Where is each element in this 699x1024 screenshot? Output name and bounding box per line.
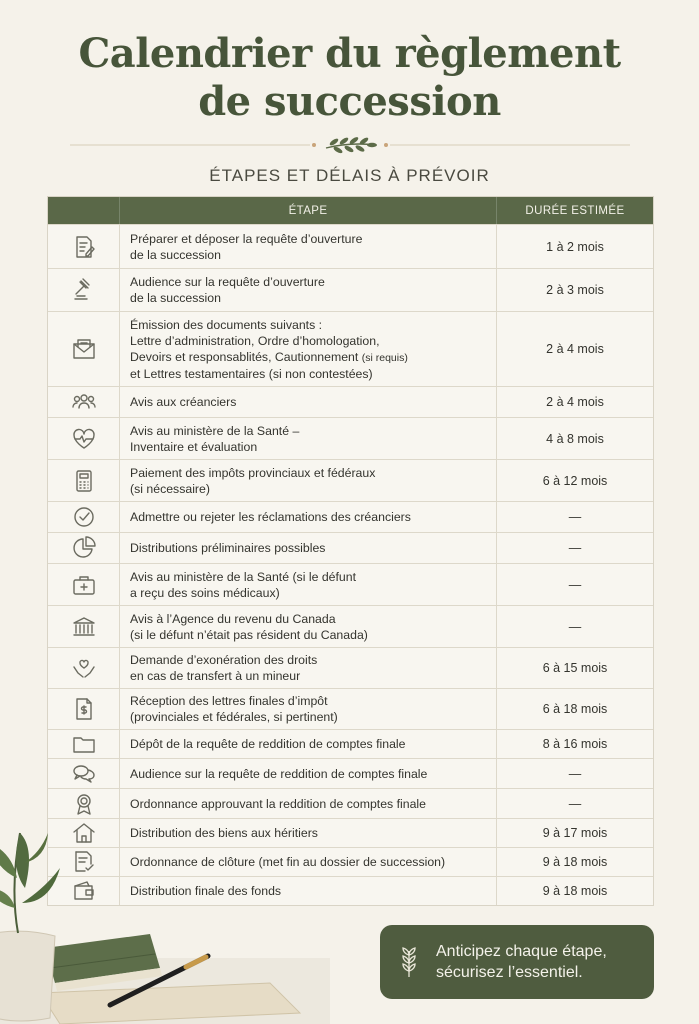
people-icon [48,387,120,417]
duration-value: 9 à 17 mois [542,826,608,840]
duration-value: 6 à 15 mois [542,661,608,675]
table-row [48,563,653,605]
duration-value: 9 à 18 mois [542,884,608,898]
step-label: Admettre ou rejeter les réclamations des créanciers [130,510,411,524]
table-row [48,311,653,386]
bank-icon [48,606,120,647]
plant-and-books-illustration [0,808,330,1024]
duration-value: 2 à 4 mois [546,395,604,409]
duration-value: — [568,541,582,555]
gavel-icon [48,269,120,311]
duration-value: 1 à 2 mois [546,239,604,254]
header-icon-cell [48,197,120,224]
timeline-table [47,196,654,906]
step-label: Dépôt de la requête de reddition de comptes finale [130,737,406,751]
check-circle-icon [48,502,120,532]
table-row [48,729,653,758]
calculator-icon [48,460,120,501]
step-label: Réception des lettres finales d’impôt [130,694,328,708]
speech-bubbles-icon [48,759,120,788]
step-label: Audience sur la requête de reddition de comptes finale [130,766,428,781]
step-label-line2: Lettre d’administration, Ordre d’homologation, [130,333,380,348]
duration-value: 2 à 3 mois [546,283,604,297]
duration-value: — [568,510,582,524]
table-row [48,532,653,563]
step-label: Avis aux créanciers [130,395,237,409]
title-line-1: Calendrier du règlement [78,30,621,77]
step-label-line2: (si nécessaire) [130,481,210,496]
step-label-line2: de la succession [130,247,221,262]
step-label-line2: a reçu des soins médicaux) [130,585,280,600]
cta-line-2: sécurisez l’essentiel. [436,964,583,981]
step-label: Avis au ministère de la Santé – [130,423,300,438]
table-row [48,417,653,459]
envelope-icon [48,312,120,386]
duration-value: 6 à 12 mois [542,473,608,488]
step-label-line4: et Lettres testamentaires (si non contestées) [130,366,373,381]
step-label: Ordonnance approuvant la reddition de comptes finale [130,796,427,811]
folder-icon [48,730,120,758]
page-title [0,30,699,126]
step-label-line2: de la succession [130,291,221,305]
step-label-line2: (provinciales et fédérales, si pertinent) [130,710,338,724]
duration-value: — [568,796,582,811]
duration-value: 4 à 8 mois [546,431,604,446]
table-row [48,688,653,729]
header-duration: DURÉE ESTIMÉE [525,204,625,217]
step-label: Préparer et déposer la requête d’ouverture [130,231,363,246]
title-line-2: de succession [198,78,501,125]
medical-kit-icon [48,564,120,605]
document-edit-icon [48,225,120,268]
table-row [48,605,653,647]
step-label: Distributions préliminaires possibles [130,541,326,555]
leaf-sprig-icon [396,945,422,979]
duration-value: 8 à 16 mois [542,737,608,751]
step-label: Avis à l’Agence du revenu du Canada [130,611,336,626]
tax-document-icon [48,689,120,729]
table-header [48,197,653,224]
step-label-line3: Devoirs et responsablités, Cautionnement (si requis) [130,349,408,364]
step-label-line2: en cas de transfert à un mineur [130,669,301,683]
table-row [48,758,653,788]
step-label: Distribution des biens aux héritiers [130,826,318,840]
duration-value: 6 à 18 mois [542,702,608,716]
duration-value: 9 à 18 mois [542,855,608,869]
table-row [48,386,653,417]
step-label: Paiement des impôts provinciaux et fédéraux [130,465,376,480]
step-label: Distribution finale des fonds [130,884,282,898]
table-row [48,501,653,532]
step-label: Ordonnance de clôture (met fin au dossier de succession) [130,855,446,869]
table-row [48,268,653,311]
laurel-ornament-icon [0,132,699,158]
table-row [48,224,653,268]
table-row [48,459,653,501]
header-step: ÉTAPE [120,197,497,224]
cta-banner [380,925,654,999]
step-label: Avis au ministère de la Santé (si le défunt [130,569,357,584]
cta-line-1: Anticipez chaque étape, [436,943,607,960]
table-row [48,647,653,688]
heart-pulse-icon [48,418,120,459]
duration-value: — [568,577,582,592]
duration-value: 2 à 4 mois [546,342,604,356]
step-label: Demande d’exonération des droits [130,653,318,667]
step-label-line2: (si le défunt n’était pas résident du Canada) [130,627,368,642]
duration-value: — [568,619,582,634]
step-label: Audience sur la requête d’ouverture [130,275,325,289]
step-label: Émission des documents suivants : [130,317,323,332]
subtitle: ÉTAPES ET DÉLAIS À PRÉVOIR [209,166,490,185]
step-label-line2: Inventaire et évaluation [130,439,258,454]
hands-heart-icon [48,648,120,688]
pie-chart-icon [48,533,120,563]
duration-value: — [568,766,582,781]
